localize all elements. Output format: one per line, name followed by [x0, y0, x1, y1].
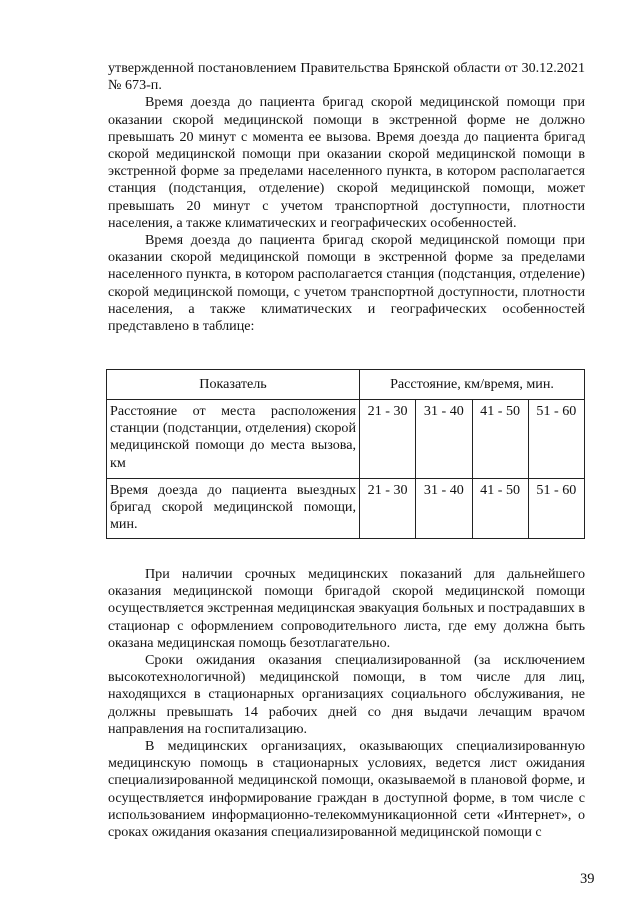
table-cell: 31 - 40: [416, 400, 472, 479]
table-cell: 41 - 50: [472, 400, 528, 479]
table-cell: 51 - 60: [528, 479, 584, 539]
paragraph-emergency-arrival-time: Время доезда до пациента бригад скорой медицинской помощи при оказании скорой медицинской помощи в экстренной форме не должно превышать 20 минут с момента ее вызова. Время доезда до пациента бригад скорой медицинской помощи при оказании скорой медицинской помощи в экстренной форме за пределами населенного пункта, в котором располагается станция (подстанция, отделение) скорой медицинской помощи, может превышать 20 минут с учетом транспортной доступности, плотности населения, а также климатических и географических особенностей.: [108, 94, 585, 231]
header-distance: Расстояние, км/время, мин.: [360, 370, 585, 400]
table-row: [107, 479, 585, 539]
distance-time-table: [106, 369, 585, 539]
table-cell: 51 - 60: [528, 400, 584, 479]
table-row: [107, 400, 585, 479]
top-text-block: [108, 60, 585, 335]
table-cell: 21 - 30: [360, 479, 416, 539]
paragraph-evacuation: При наличии срочных медицинских показаний для дальнейшего оказания медицинской помощи бригадой скорой медицинской помощи осуществляется экстренная медицинская эвакуация больных и пострадавших в стационар с оформлением сопроводительного листа, где ему должна быть оказана медицинская помощь безотлагательно.: [108, 566, 585, 651]
paragraph-table-intro: Время доезда до пациента бригад скорой медицинской помощи при оказании скорой медицинской помощи в экстренной форме за пределами населенного пункта, в котором располагается станция (подстанция, отделение) скорой медицинской помощи, с учетом транспортной доступности, плотности населения, а также климатических и географических особенностей представлено в таблице:: [108, 232, 585, 335]
bottom-text-block: [108, 566, 585, 841]
table-cell: 31 - 40: [416, 479, 472, 539]
paragraph-waiting-list: В медицинских организациях, оказывающих специализированную медицинскую помощь в стационарных условиях, ведется лист ожидания специализированной медицинской помощи, оказываемой в плановой форме, и осуществляется информирование граждан в доступной форме, в том числе с использованием информационно-телекоммуникационной сети «Интернет», о сроках ожидания оказания специализированной медицинской помощи с: [108, 738, 585, 841]
paragraph-continuation: утвержденной постановлением Правительства Брянской области от 30.12.2021 № 673-п.: [108, 60, 585, 94]
page-number: 39: [580, 871, 595, 887]
table-cell: 21 - 30: [360, 400, 416, 479]
row-label-time: Время доезда до пациента выездных бригад скорой медицинской помощи, мин.: [107, 479, 360, 539]
table-cell: 41 - 50: [472, 479, 528, 539]
table-header-row: [107, 370, 585, 400]
header-indicator: Показатель: [107, 370, 360, 400]
row-label-distance: Расстояние от места расположения станции (подстанции, отделения) скорой медицинской помощи до места вызова, км: [107, 400, 360, 479]
paragraph-waiting-time: Сроки ожидания оказания специализированной (за исключением высокотехнологичной) медицинской помощи, в том числе для лиц, находящихся в стационарных организациях социального обслуживания, не должны превышать 14 рабочих дней со дня выдачи лечащим врачом направления на госпитализацию.: [108, 652, 585, 737]
